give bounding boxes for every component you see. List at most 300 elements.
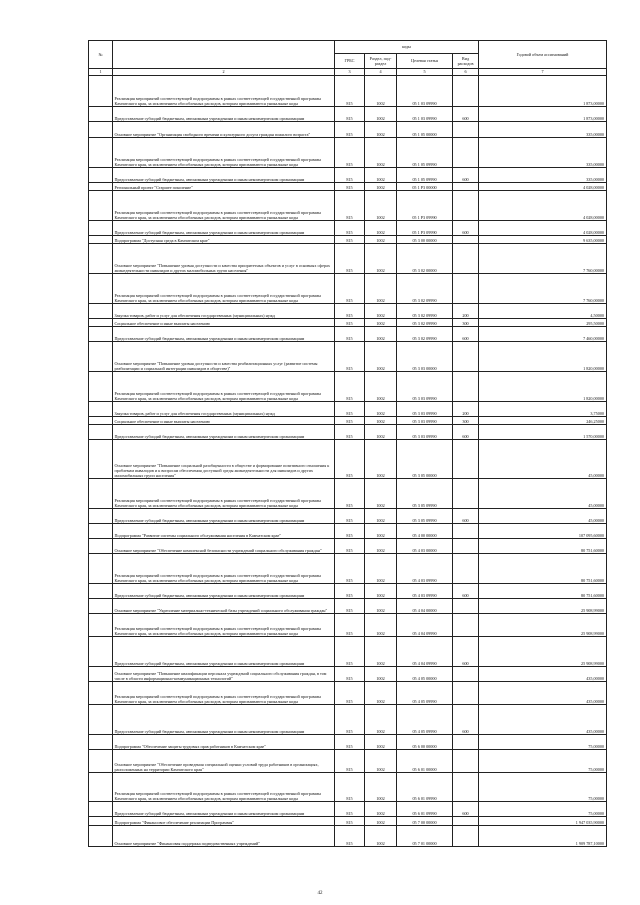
- cell-name: Социальное обеспечение и иные выплаты населению: [113, 319, 335, 327]
- cell-amount: 80 751,60000: [479, 584, 607, 599]
- cell-num: [89, 440, 113, 479]
- cell-grbs: 815: [335, 342, 365, 372]
- cell-target: 05 6 01 00000: [397, 750, 453, 773]
- cell-name: Предоставление субсидий бюджетным, автономным учреждениям и иным некоммерческим организациям: [113, 425, 335, 440]
- table-row: [89, 425, 607, 440]
- cell-grbs: 815: [335, 274, 365, 304]
- cell-grbs: 815: [335, 417, 365, 425]
- cell-num: [89, 826, 113, 847]
- header-amount: Годовой объем ассигнований: [479, 41, 607, 69]
- cell-name: Основное мероприятие "Повышение уровня доступности и качества реабилитационных услуг (развитие системы реабилитации и социальной интеграции инвалидов в обществе)": [113, 342, 335, 372]
- cell-amount: 1 873,00000: [479, 76, 607, 107]
- cell-amount: 4 028,00000: [479, 191, 607, 221]
- table-row: [89, 122, 607, 138]
- col-index: 6: [453, 69, 479, 76]
- cell-name: Подпрограмма "Развитие системы социального обслуживания населения в Камчатском крае": [113, 524, 335, 539]
- cell-grbs: 815: [335, 138, 365, 168]
- cell-grbs: 815: [335, 750, 365, 773]
- cell-name: Подпрограмма "Доступная среда в Камчатском крае": [113, 236, 335, 244]
- cell-amount: 75,00000: [479, 750, 607, 773]
- cell-name: Реализация мероприятий соответствующей подпрограммы в рамках соответствующей государственной программы Камчатского края, за исключением обособленных расходов, которым присваиваются уникальные коды: [113, 773, 335, 802]
- cell-section: 1002: [365, 138, 397, 168]
- cell-num: [89, 425, 113, 440]
- cell-grbs: 815: [335, 802, 365, 817]
- cell-num: [89, 274, 113, 304]
- cell-vr: [453, 773, 479, 802]
- cell-name: Основное мероприятие "Повышение уровня доступности и качества приоритетных объектов и услуг в основных сферах жизнедеятельности инвалидов и других маломобильных групп населения": [113, 244, 335, 274]
- cell-num: [89, 342, 113, 372]
- cell-grbs: 815: [335, 319, 365, 327]
- cell-name: Основное мероприятие "Финансовая поддержка подведомственных учреждений": [113, 826, 335, 847]
- cell-amount: 435,00000: [479, 667, 607, 682]
- cell-target: 05 4 00 00000: [397, 524, 453, 539]
- cell-target: 05 4 05 09990: [397, 682, 453, 705]
- cell-target: 05 3 02 09990: [397, 319, 453, 327]
- cell-grbs: 815: [335, 826, 365, 847]
- cell-num: [89, 479, 113, 509]
- cell-target: 05 3 03 00000: [397, 342, 453, 372]
- cell-name: Подпрограмма "Обеспечение защиты трудовых прав работников в Камчатском крае": [113, 735, 335, 750]
- cell-name: Закупка товаров, работ и услуг для обеспечения государственных (муниципальных) нужд: [113, 402, 335, 417]
- cell-target: 05 3 03 09990: [397, 425, 453, 440]
- cell-name: Предоставление субсидий бюджетным, автономным учреждениям и иным некоммерческим организациям: [113, 221, 335, 236]
- table-row: [89, 191, 607, 221]
- cell-grbs: 815: [335, 599, 365, 614]
- cell-target: 05 4 03 09990: [397, 584, 453, 599]
- cell-num: [89, 637, 113, 667]
- cell-vr: 200: [453, 402, 479, 417]
- cell-num: [89, 327, 113, 342]
- cell-section: 1002: [365, 539, 397, 554]
- cell-amount: 335,00000: [479, 122, 607, 138]
- cell-vr: [453, 524, 479, 539]
- table-row: [89, 236, 607, 244]
- cell-amount: 435,00000: [479, 705, 607, 735]
- table-row: [89, 667, 607, 682]
- cell-amount: 1 570,00000: [479, 425, 607, 440]
- col-index: 7: [479, 69, 607, 76]
- cell-name: Реализация мероприятий соответствующей подпрограммы в рамках соответствующей государственной программы Камчатского края, за исключением обособленных расходов, которым присваиваются уникальные коды: [113, 191, 335, 221]
- cell-name: Основное мероприятие "Укрепление материально-технической базы учреждений социального обслуживания граждан": [113, 599, 335, 614]
- cell-target: 05 1 05 00000: [397, 122, 453, 138]
- cell-vr: 600: [453, 802, 479, 817]
- table-row: [89, 274, 607, 304]
- cell-amount: 1 947 035,90000: [479, 817, 607, 826]
- cell-grbs: 815: [335, 817, 365, 826]
- header-target: Целевая статья: [397, 54, 453, 69]
- cell-amount: 1 820,00000: [479, 372, 607, 402]
- cell-section: 1002: [365, 319, 397, 327]
- cell-section: 1002: [365, 637, 397, 667]
- cell-grbs: 815: [335, 524, 365, 539]
- cell-vr: 300: [453, 417, 479, 425]
- cell-vr: 200: [453, 304, 479, 319]
- col-index: 3: [335, 69, 365, 76]
- cell-vr: [453, 76, 479, 107]
- cell-grbs: 815: [335, 76, 365, 107]
- cell-name: Предоставление субсидий бюджетным, автономным учреждениям и иным некоммерческим организациям: [113, 802, 335, 817]
- cell-grbs: 815: [335, 122, 365, 138]
- cell-target: 05 3 02 09990: [397, 274, 453, 304]
- cell-amount: 7 760,00000: [479, 244, 607, 274]
- cell-grbs: 815: [335, 667, 365, 682]
- cell-name: Предоставление субсидий бюджетным, автономным учреждениям и иным некоммерческим организациям: [113, 327, 335, 342]
- cell-grbs: 815: [335, 554, 365, 584]
- cell-section: 1002: [365, 236, 397, 244]
- cell-num: [89, 417, 113, 425]
- cell-vr: [453, 826, 479, 847]
- cell-target: 05 4 03 09990: [397, 554, 453, 584]
- cell-num: [89, 750, 113, 773]
- cell-name: Основное мероприятие "Повышение квалификации персонала учреждений социального обслуживания граждан, в том числе в области информационно-коммуникационных технологий": [113, 667, 335, 682]
- cell-name: Основное мероприятие "Повышение социальной разобщенности в обществе и формирование позитивного отношения к проблемам инвалидов и к вопросам обеспечения доступной среды жизнедеятельности для инвалидов и других маломобильных групп населения": [113, 440, 335, 479]
- cell-grbs: 815: [335, 509, 365, 524]
- cell-target: 05 6 01 09990: [397, 773, 453, 802]
- cell-amount: 7 760,00000: [479, 274, 607, 304]
- cell-vr: 600: [453, 327, 479, 342]
- budget-table: [88, 40, 607, 847]
- cell-section: 1002: [365, 417, 397, 425]
- cell-num: [89, 236, 113, 244]
- cell-section: 1002: [365, 667, 397, 682]
- cell-vr: [453, 274, 479, 304]
- cell-num: [89, 319, 113, 327]
- cell-target: 05 3 00 00000: [397, 236, 453, 244]
- cell-amount: 1 820,00000: [479, 342, 607, 372]
- cell-name: Предоставление субсидий бюджетным, автономным учреждениям и иным некоммерческим организациям: [113, 584, 335, 599]
- cell-vr: [453, 667, 479, 682]
- cell-amount: 45,00000: [479, 440, 607, 479]
- cell-vr: [453, 236, 479, 244]
- cell-vr: [453, 244, 479, 274]
- cell-section: 1002: [365, 402, 397, 417]
- cell-vr: [453, 735, 479, 750]
- cell-amount: 45,00000: [479, 479, 607, 509]
- cell-section: 1002: [365, 750, 397, 773]
- cell-num: [89, 221, 113, 236]
- cell-amount: 1 909 787,10000: [479, 826, 607, 847]
- table-row: [89, 599, 607, 614]
- cell-target: 05 4 05 00000: [397, 667, 453, 682]
- cell-num: [89, 107, 113, 122]
- cell-vr: 600: [453, 584, 479, 599]
- cell-target: 05 4 05 09990: [397, 705, 453, 735]
- cell-vr: [453, 614, 479, 637]
- cell-section: 1002: [365, 191, 397, 221]
- cell-vr: [453, 372, 479, 402]
- cell-num: [89, 817, 113, 826]
- cell-amount: 1 873,00000: [479, 107, 607, 122]
- cell-target: 05 3 03 09990: [397, 417, 453, 425]
- cell-section: 1002: [365, 509, 397, 524]
- cell-section: 1002: [365, 244, 397, 274]
- cell-grbs: 815: [335, 372, 365, 402]
- cell-grbs: 815: [335, 705, 365, 735]
- cell-name: Основное мероприятие "Организация свободного времени и культурного досуга граждан пожилого возраста": [113, 122, 335, 138]
- cell-grbs: 815: [335, 425, 365, 440]
- cell-amount: 435,00000: [479, 682, 607, 705]
- header-vr: Вид расходов: [453, 54, 479, 69]
- table-row: [89, 705, 607, 735]
- budget-table-sheet: [88, 40, 606, 847]
- cell-name: Реализация мероприятий соответствующей подпрограммы в рамках соответствующей государственной программы Камчатского края, за исключением обособленных расходов, которым присваиваются уникальные коды: [113, 372, 335, 402]
- cell-num: [89, 138, 113, 168]
- cell-target: 05 1 P3 00000: [397, 183, 453, 191]
- cell-vr: [453, 122, 479, 138]
- cell-name: Реализация мероприятий соответствующей подпрограммы в рамках соответствующей государственной программы Камчатского края, за исключением обособленных расходов, которым присваиваются уникальные коды: [113, 614, 335, 637]
- col-index: 4: [365, 69, 397, 76]
- cell-vr: [453, 191, 479, 221]
- header-row: [89, 41, 607, 54]
- table-row: [89, 479, 607, 509]
- table-row: [89, 735, 607, 750]
- cell-amount: 75,00000: [479, 735, 607, 750]
- cell-num: [89, 304, 113, 319]
- cell-name: Предоставление субсидий бюджетным, автономным учреждениям и иным некоммерческим организациям: [113, 705, 335, 735]
- cell-amount: 25 908,99000: [479, 637, 607, 667]
- cell-vr: [453, 817, 479, 826]
- header-grbs: ГРБС: [335, 54, 365, 69]
- table-row: [89, 168, 607, 183]
- cell-amount: 4 028,00000: [479, 221, 607, 236]
- table-row: [89, 524, 607, 539]
- cell-amount: 295,50000: [479, 319, 607, 327]
- cell-grbs: 815: [335, 221, 365, 236]
- header-blank: [113, 41, 335, 69]
- cell-section: 1002: [365, 425, 397, 440]
- cell-name: Основное мероприятие "Обеспечение комплексной безопасности учреждений социального обслуживания граждан": [113, 539, 335, 554]
- cell-amount: 7 460,00000: [479, 327, 607, 342]
- cell-grbs: 815: [335, 304, 365, 319]
- cell-target: 05 3 05 09990: [397, 479, 453, 509]
- header-num: №: [89, 41, 113, 69]
- cell-num: [89, 524, 113, 539]
- table-row: [89, 539, 607, 554]
- cell-num: [89, 735, 113, 750]
- cell-grbs: 815: [335, 479, 365, 509]
- table-row: [89, 637, 607, 667]
- cell-section: 1002: [365, 372, 397, 402]
- cell-amount: 4,50000: [479, 304, 607, 319]
- cell-section: 1002: [365, 682, 397, 705]
- cell-vr: 300: [453, 319, 479, 327]
- cell-num: [89, 402, 113, 417]
- cell-name: Региональный проект "Старшее поколение": [113, 183, 335, 191]
- cell-grbs: 815: [335, 637, 365, 667]
- cell-name: Реализация мероприятий соответствующей подпрограммы в рамках соответствующей государственной программы Камчатского края, за исключением обособленных расходов, которым присваиваются уникальные коды: [113, 274, 335, 304]
- cell-num: [89, 244, 113, 274]
- table-row: [89, 750, 607, 773]
- table-row: [89, 826, 607, 847]
- table-row: [89, 221, 607, 236]
- cell-section: 1002: [365, 524, 397, 539]
- cell-num: [89, 191, 113, 221]
- cell-grbs: 815: [335, 183, 365, 191]
- table-row: [89, 402, 607, 417]
- table-row: [89, 614, 607, 637]
- col-index: 5: [397, 69, 453, 76]
- cell-amount: 45,00000: [479, 509, 607, 524]
- cell-num: [89, 614, 113, 637]
- cell-vr: [453, 539, 479, 554]
- cell-section: 1002: [365, 599, 397, 614]
- cell-amount: 80 751,60000: [479, 554, 607, 584]
- cell-vr: [453, 750, 479, 773]
- cell-grbs: 815: [335, 440, 365, 479]
- cell-name: Реализация мероприятий соответствующей подпрограммы в рамках соответствующей государственной программы Камчатского края, за исключением обособленных расходов, которым присваиваются уникальные коды: [113, 76, 335, 107]
- cell-target: 05 3 05 09990: [397, 509, 453, 524]
- cell-section: 1002: [365, 274, 397, 304]
- table-row: [89, 802, 607, 817]
- cell-target: 05 3 02 00000: [397, 244, 453, 274]
- cell-section: 1002: [365, 705, 397, 735]
- cell-grbs: 815: [335, 682, 365, 705]
- cell-section: 1002: [365, 614, 397, 637]
- cell-num: [89, 372, 113, 402]
- cell-target: 05 1 05 09990: [397, 168, 453, 183]
- cell-grbs: 815: [335, 107, 365, 122]
- cell-name: Социальное обеспечение и иные выплаты населению: [113, 417, 335, 425]
- cell-num: [89, 76, 113, 107]
- cell-name: Предоставление субсидий бюджетным, автономным учреждениям и иным некоммерческим организациям: [113, 509, 335, 524]
- cell-num: [89, 682, 113, 705]
- cell-num: [89, 509, 113, 524]
- cell-num: [89, 705, 113, 735]
- cell-num: [89, 773, 113, 802]
- cell-target: 05 3 03 09990: [397, 402, 453, 417]
- cell-vr: [453, 440, 479, 479]
- cell-vr: 600: [453, 425, 479, 440]
- cell-section: 1002: [365, 773, 397, 802]
- table-row: [89, 509, 607, 524]
- cell-section: 1002: [365, 107, 397, 122]
- table-row: [89, 440, 607, 479]
- cell-section: 1002: [365, 168, 397, 183]
- cell-target: 05 3 05 00000: [397, 440, 453, 479]
- table-body: [89, 76, 607, 847]
- cell-num: [89, 168, 113, 183]
- cell-vr: 600: [453, 705, 479, 735]
- cell-target: 05 3 03 09990: [397, 372, 453, 402]
- table-row: [89, 319, 607, 327]
- cell-target: 05 4 04 09990: [397, 614, 453, 637]
- table-row: [89, 817, 607, 826]
- cell-vr: [453, 554, 479, 584]
- table-row: [89, 183, 607, 191]
- table-row: [89, 107, 607, 122]
- col-index: 2: [113, 69, 335, 76]
- cell-num: [89, 554, 113, 584]
- cell-name: Предоставление субсидий бюджетным, автономным учреждениям и иным некоммерческим организациям: [113, 107, 335, 122]
- cell-num: [89, 584, 113, 599]
- cell-section: 1002: [365, 221, 397, 236]
- cell-vr: [453, 183, 479, 191]
- table-row: [89, 327, 607, 342]
- column-index-row: [89, 69, 607, 76]
- table-row: [89, 554, 607, 584]
- cell-target: 05 7 00 00000: [397, 817, 453, 826]
- cell-section: 1002: [365, 122, 397, 138]
- cell-section: 1002: [365, 735, 397, 750]
- cell-section: 1002: [365, 479, 397, 509]
- cell-num: [89, 599, 113, 614]
- cell-target: 05 1 03 09990: [397, 107, 453, 122]
- cell-grbs: 815: [335, 584, 365, 599]
- table-row: [89, 342, 607, 372]
- cell-target: 05 4 04 09990: [397, 637, 453, 667]
- cell-grbs: 815: [335, 614, 365, 637]
- table-row: [89, 773, 607, 802]
- cell-vr: [453, 599, 479, 614]
- cell-num: [89, 539, 113, 554]
- cell-section: 1002: [365, 802, 397, 817]
- header-section: Раздел, под-раздел: [365, 54, 397, 69]
- cell-grbs: 815: [335, 773, 365, 802]
- cell-grbs: 815: [335, 236, 365, 244]
- table-row: [89, 138, 607, 168]
- cell-name: Реализация мероприятий соответствующей подпрограммы в рамках соответствующей государственной программы Камчатского края, за исключением обособленных расходов, которым присваиваются уникальные коды: [113, 138, 335, 168]
- cell-amount: 75,00000: [479, 773, 607, 802]
- table-row: [89, 584, 607, 599]
- cell-grbs: 815: [335, 244, 365, 274]
- cell-vr: 600: [453, 637, 479, 667]
- cell-grbs: 815: [335, 735, 365, 750]
- cell-section: 1002: [365, 342, 397, 372]
- cell-num: [89, 667, 113, 682]
- col-index: 1: [89, 69, 113, 76]
- cell-target: 05 6 00 00000: [397, 735, 453, 750]
- cell-amount: 25 908,99000: [479, 614, 607, 637]
- cell-name: Закупка товаров, работ и услуг для обеспечения государственных (муниципальных) нужд: [113, 304, 335, 319]
- cell-vr: 600: [453, 107, 479, 122]
- cell-section: 1002: [365, 304, 397, 319]
- cell-target: 05 4 04 00000: [397, 599, 453, 614]
- table-row: [89, 76, 607, 107]
- cell-target: 05 1 P3 09990: [397, 191, 453, 221]
- cell-target: 05 1 05 09990: [397, 138, 453, 168]
- cell-target: 05 7 01 00000: [397, 826, 453, 847]
- cell-target: 05 1 03 09990: [397, 76, 453, 107]
- cell-amount: 75,00000: [479, 802, 607, 817]
- cell-num: [89, 122, 113, 138]
- cell-num: [89, 183, 113, 191]
- cell-section: 1002: [365, 826, 397, 847]
- cell-amount: 107 095,60000: [479, 524, 607, 539]
- cell-name: Основное мероприятие "Обеспечение проведения специальной оценки условий труда работников в организациях, расположенных на территории Камчатского края": [113, 750, 335, 773]
- cell-num: [89, 802, 113, 817]
- cell-target: 05 6 01 09990: [397, 802, 453, 817]
- header-codes: коды: [335, 41, 479, 54]
- cell-name: Реализация мероприятий соответствующей подпрограммы в рамках соответствующей государственной программы Камчатского края, за исключением обособленных расходов, которым присваиваются уникальные коды: [113, 682, 335, 705]
- table-row: [89, 244, 607, 274]
- cell-name: Реализация мероприятий соответствующей подпрограммы в рамках соответствующей государственной программы Камчатского края, за исключением обособленных расходов, которым присваиваются уникальные коды: [113, 479, 335, 509]
- table-row: [89, 682, 607, 705]
- cell-section: 1002: [365, 817, 397, 826]
- cell-vr: 600: [453, 509, 479, 524]
- cell-target: 05 3 02 09990: [397, 304, 453, 319]
- page-number: 42: [317, 891, 323, 896]
- cell-vr: 600: [453, 168, 479, 183]
- cell-name: Предоставление субсидий бюджетным, автономным учреждениям и иным некоммерческим организациям: [113, 168, 335, 183]
- cell-vr: [453, 342, 479, 372]
- cell-amount: 335,00000: [479, 138, 607, 168]
- cell-section: 1002: [365, 584, 397, 599]
- cell-name: Предоставление субсидий бюджетным, автономным учреждениям и иным некоммерческим организациям: [113, 637, 335, 667]
- cell-grbs: 815: [335, 191, 365, 221]
- cell-grbs: 815: [335, 539, 365, 554]
- cell-target: 05 1 P3 09990: [397, 221, 453, 236]
- cell-vr: [453, 138, 479, 168]
